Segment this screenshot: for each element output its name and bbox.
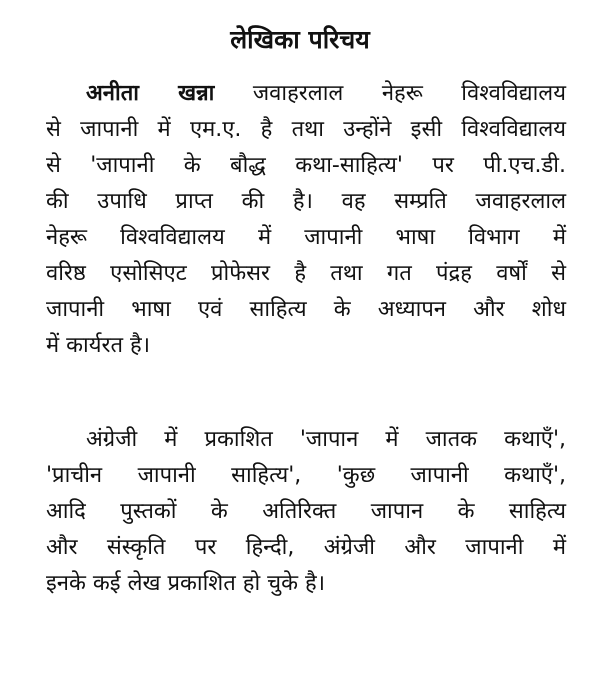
text-line: से जापानी में एम.ए. है तथा उन्होंने इसी विश्वविद्यालय <box>46 117 566 142</box>
text-line: अंग्रेजी में प्रकाशित 'जापान में जातक कथाएँ', <box>86 427 566 452</box>
text-line: से 'जापानी के बौद्ध कथा-साहित्य' पर पी.एच.डी. <box>46 153 566 178</box>
text-line: नेहरू विश्वविद्यालय में जापानी भाषा विभाग में <box>46 225 566 250</box>
text-line: की उपाधि प्राप्त की है। वह सम्प्रति जवाहरलाल <box>46 189 566 214</box>
text-line: 'प्राचीन जापानी साहित्य', 'कुछ जापानी कथाएँ', <box>46 463 566 488</box>
text-line: और संस्कृति पर हिन्दी, अंग्रेजी और जापानी में <box>46 535 566 560</box>
text-line: वरिष्ठ एसोसिएट प्रोफेसर है तथा गत पंद्रह वर्षों से <box>46 261 566 286</box>
text-line: इनके कई लेख प्रकाशित हो चुके है। <box>46 571 326 596</box>
paragraph-publications <box>46 422 566 602</box>
paragraph-bio <box>46 76 566 364</box>
text-line <box>46 76 566 112</box>
page-title: लेखिका परिचय <box>230 25 370 54</box>
text-line: में कार्यरत है। <box>46 333 151 358</box>
text-line: आदि पुस्तकों के अतिरिक्त जापान के साहित्य <box>46 499 566 524</box>
author-name: अनीता खन्ना <box>86 81 215 106</box>
text-span: जवाहरलाल नेहरू विश्वविद्यालय <box>252 81 566 106</box>
text-line: जापानी भाषा एवं साहित्य के अध्यापन और शोध <box>46 297 566 322</box>
